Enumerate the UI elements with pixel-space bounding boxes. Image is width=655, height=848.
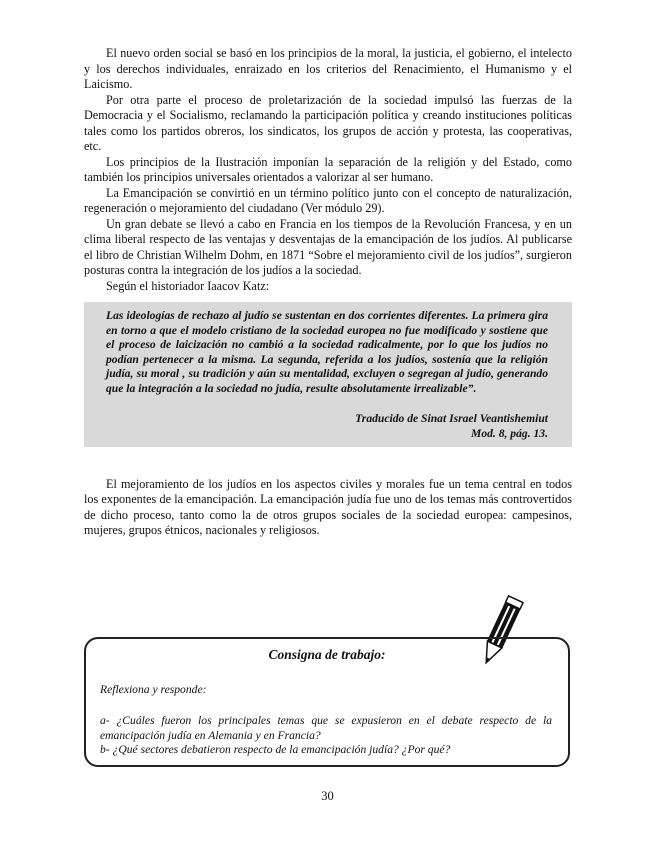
- paragraph: Según el historiador Iaacov Katz:: [106, 278, 270, 293]
- quote-source-title: Traducido de Sinat Israel Veantishemiut: [355, 411, 548, 425]
- paragraph: El mejoramiento de los judíos en los aspectos civiles y morales fue un tema central en todos los exponentes de la emancipación. La emancipación judía fue uno de los temas más controvertidos de dicho proceso, tanto como la de otros grupos sociales de la sociedad europea: campesinos, mujeres, grupos étnicos, nacionales y religiosos.: [84, 476, 572, 538]
- paragraph: Los principios de la Ilustración imponían la separación de la religión y del Estado, como también los principios universales orientados a valorizar al ser humano.: [84, 154, 572, 184]
- paragraph: El nuevo orden social se basó en los principios de la moral, la justicia, el gobierno, el intelecto y los derechos individuales, enraizado en los criterios del Renacimiento, el Humanismo y el Laicismo.: [84, 46, 572, 91]
- page-number: 30: [321, 789, 334, 803]
- main-text: [84, 46, 572, 539]
- work-instructions-box: [84, 637, 570, 767]
- task-intro: Reflexiona y responde:: [100, 683, 207, 696]
- task-question-a: a- ¿Cuáles fueron los principales temas que se expusieron en el debate respecto de la emancipación judía en Alemania y en Francia?: [100, 714, 552, 742]
- paragraph: Por otra parte el proceso de proletarización de la sociedad impulsó las fuerzas de la Democracia y el Socialismo, reclamando la participación política y creando instituciones políticas tales como los partidos obreros, los sindicatos, los grupos de acción y protesta, las cooperativas, etc.: [84, 92, 572, 153]
- quote-source-page: Mod. 8, pág. 13.: [471, 426, 548, 440]
- quote-source: [106, 411, 548, 441]
- quote-box: [84, 302, 572, 447]
- task-title: Consigna de trabajo:: [268, 647, 386, 662]
- paragraph: Un gran debate se llevó a cabo en Francia en los tiempos de la Revolución Francesa, y en un clima liberal respecto de las ventajas y desventajas de la emancipación de los judíos. Al publicarse el libro de Christian Wilhelm Dohm, en 1871 “Sobre el mejoramiento civil de los judíos”, surgieron posturas contra la integración de los judíos a la sociedad.: [84, 216, 572, 277]
- paragraph: La Emancipación se convirtió en un término político junto con el concepto de naturalización, regeneración o mejoramiento del ciudadano (Ver módulo 29).: [84, 185, 572, 215]
- task-question-b: b- ¿Qué sectores debatieron respecto de la emancipación judía? ¿Por qué?: [100, 743, 451, 756]
- quote-text: Las ideologías de rechazo al judío se sustentan en dos corrientes diferentes. La primera gira en torno a que el modelo cristiano de la sociedad europea no fue modificado y sostiene que el proceso de laicización no cambió a la sociedad radicalmente, por lo que los judíos no podían pertenecer a la misma. La segunda, referida a los judíos, sostenía que la religión judía, su moral , su tradición y aún su mentalidad, excluyen o segregan al judío, generando que la integración a la sociedad no judía, resulte absolutamente irrealizable”.: [106, 309, 548, 395]
